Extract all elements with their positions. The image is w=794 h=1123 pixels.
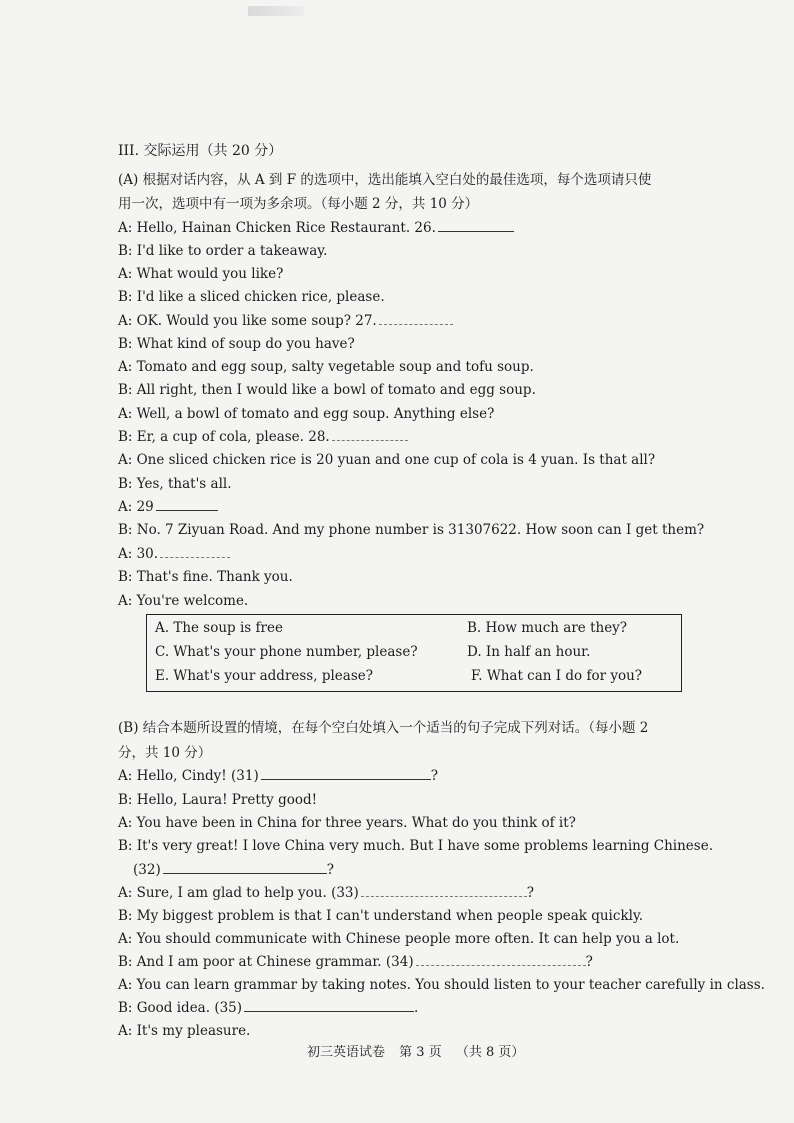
dialogue-line-17: A: You're welcome. (118, 593, 249, 609)
dialogue-line-6: B: What kind of soup do you have? (118, 336, 355, 352)
answer-blank-26[interactable] (438, 219, 514, 232)
answer-blank-33[interactable] (361, 884, 527, 897)
dialogue-line-4: B: I'd like a sliced chicken rice, please. (118, 289, 385, 305)
option-f: F. What can I do for you? (471, 668, 643, 684)
answer-blank-28[interactable] (332, 428, 408, 441)
dialogue-line-13: A: 29 (118, 498, 218, 516)
answer-blank-27[interactable] (379, 312, 453, 325)
dialogue-b-line-5: (32) ? (133, 862, 334, 878)
answer-blank-35[interactable] (244, 999, 414, 1012)
dialogue-b-line-9: B: And I am poor at Chinese grammar. (34) ? (118, 954, 593, 970)
dialogue-line-5: A: OK. Would you like some soup? 27. (118, 312, 453, 330)
dialogue-line-2: B: I'd like to order a takeaway. (118, 243, 328, 259)
answer-blank-31[interactable] (261, 767, 431, 780)
option-e: E. What's your address, please? (155, 668, 373, 684)
option-c: C. What's your phone number, please? (155, 644, 418, 660)
dialogue-line-7: A: Tomato and egg soup, salty vegetable soup and tofu soup. (118, 359, 534, 375)
option-b: B. How much are they? (467, 620, 628, 636)
dialogue-line-9: A: Well, a bowl of tomato and egg soup. Anything else? (118, 406, 495, 422)
dialogue-line-10: B: Er, a cup of cola, please. 28. (118, 428, 408, 446)
dialogue-line-1: A: Hello, Hainan Chicken Rice Restaurant. 26. (118, 219, 514, 237)
footer-page-number: 第 3 页 (399, 1045, 442, 1060)
options-box (146, 614, 682, 692)
dialogue-b-line-3: A: You have been in China for three years. What do you think of it? (118, 815, 576, 831)
dialogue-line-8: B: All right, then I would like a bowl of tomato and egg soup. (118, 382, 536, 398)
option-a: A. The soup is free (155, 620, 283, 636)
dialogue-b-line-1: A: Hello, Cindy! (31) ? (118, 768, 438, 784)
section-title: III. 交际运用（共 20 分） (118, 143, 283, 159)
dialogue-line-14: B: No. 7 Ziyuan Road. And my phone number is 31307622. How soon can I get them? (118, 522, 705, 538)
option-d: D. In half an hour. (467, 644, 591, 660)
dialogue-b-line-8: A: You should communicate with Chinese people more often. It can help you a lot. (118, 931, 680, 947)
page-footer (307, 1041, 534, 1060)
dialogue-b-line-12: A: It's my pleasure. (118, 1023, 251, 1039)
answer-blank-32[interactable] (163, 861, 327, 874)
scan-artifact (248, 6, 304, 16)
footer-exam-name: 初三英语试卷 (307, 1045, 386, 1060)
answer-blank-29[interactable] (156, 498, 218, 511)
dialogue-b-line-2: B: Hello, Laura! Pretty good! (118, 792, 318, 808)
dialogue-b-line-10: A: You can learn grammar by taking notes. You should listen to your teacher carefully in class. (118, 977, 765, 993)
dialogue-line-15: A: 30. (118, 545, 230, 563)
answer-blank-30[interactable] (160, 545, 230, 558)
dialogue-line-16: B: That's fine. Thank you. (118, 569, 293, 585)
part-a-instruction-2: 用一次，选项中有一项为多余项。（每小题 2 分，共 10 分） (118, 196, 479, 212)
dialogue-line-3: A: What would you like? (118, 266, 284, 282)
dialogue-line-11: A: One sliced chicken rice is 20 yuan and one cup of cola is 4 yuan. Is that all? (118, 452, 656, 468)
answer-blank-34[interactable] (416, 953, 586, 966)
dialogue-b-line-7: B: My biggest problem is that I can't understand when people speak quickly. (118, 908, 644, 924)
dialogue-b-line-4: B: It's very great! I love China very much. But I have some problems learning Chinese. (118, 838, 714, 854)
footer-total-pages: （共 8 页） (455, 1045, 525, 1060)
part-b-instruction-1: (B) 结合本题所设置的情境，在每个空白处填入一个适当的句子完成下列对话。（每小题 2 (118, 720, 649, 736)
part-a-instruction-1: (A) 根据对话内容，从 A 到 F 的选项中，选出能填入空白处的最佳选项，每个选项请只使 (118, 172, 652, 188)
part-b-instruction-2: 分，共 10 分） (118, 745, 212, 761)
dialogue-b-line-11: B: Good idea. (35) . (118, 1000, 419, 1016)
dialogue-line-12: B: Yes, that's all. (118, 476, 232, 492)
dialogue-b-line-6: A: Sure, I am glad to help you. (33) ? (118, 885, 535, 901)
